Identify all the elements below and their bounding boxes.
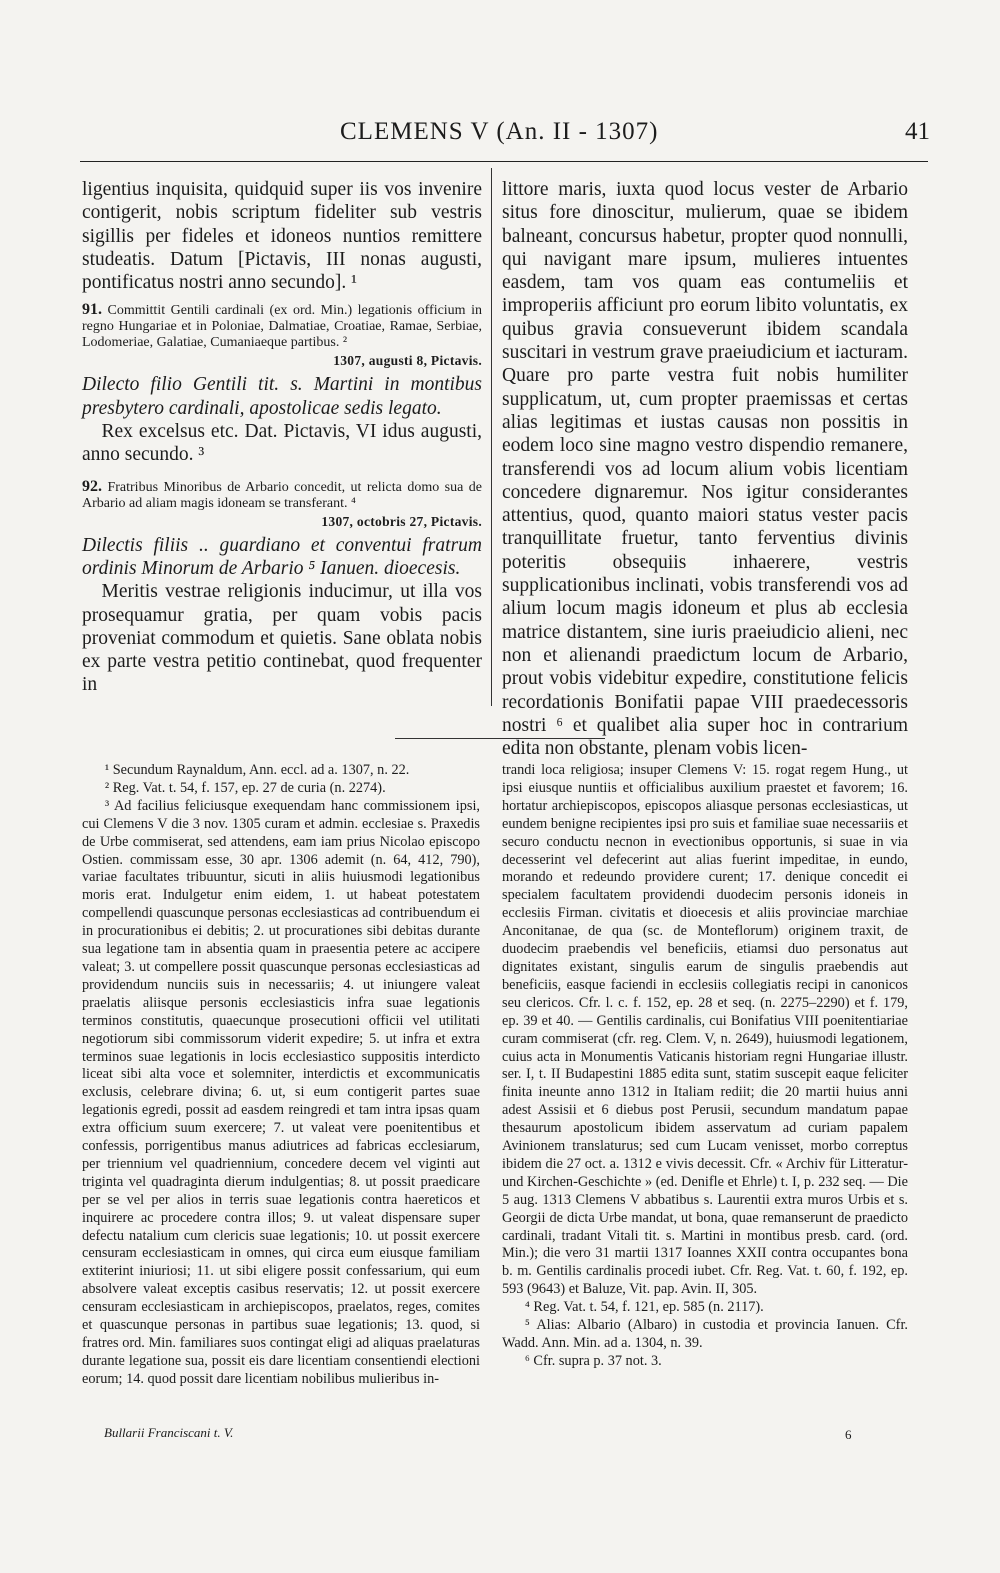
- footer-signature-title: Bullarii Franciscani t. V.: [104, 1425, 234, 1440]
- regest-92-summary: [82, 479, 482, 512]
- left-column: [82, 178, 482, 697]
- footnote-5: ⁵ Alias: Albario (Albaro) in custodia et provincia Ianuen. Cfr. Wadd. Ann. Min. ad a. 1304, n. 39.: [502, 1317, 908, 1351]
- regest-91-text: Rex excelsus etc. Dat. Pictavis, VI idus augusti, anno secundo. ³: [82, 421, 482, 466]
- regest-91-number: 91.: [82, 301, 102, 319]
- column-divider: [491, 168, 492, 706]
- right-column: [502, 178, 908, 760]
- footnote-4: ⁴ Reg. Vat. t. 54, f. 121, ep. 585 (n. 2117).: [524, 1299, 764, 1316]
- regest-91-summary-text: Committit Gentili cardinali (ex ord. Min.) legationis officium in regno Hungariae et in Poloniae, Dalmatiae, Croatiae, Ramae, Serbiae, Lodomeriae, Galatiae, Cumaniaeque partibus. ²: [82, 303, 482, 351]
- header-rule: [80, 161, 928, 162]
- regest-91-date: 1307, augusti 8, Pictavis.: [333, 353, 482, 369]
- regest-92-summary-text: Fratribus Minoribus de Arbario concedit, ut relicta domo sua de Arbario ad aliam magis idoneam se transferant. ⁴: [82, 479, 483, 511]
- paragraph-continuation: ligentius inquisita, quidquid super iis vos invenire contigerit, nobis scriptum fideliter sub vestris sigillis per fideles et idoneos nuntios remittere studeatis. Datum [Pictavis, III nonas augusti, pontificatus nostri anno secundo]. ¹: [82, 179, 482, 294]
- footnotes-left: [82, 762, 480, 1389]
- footnote-6: ⁶ Cfr. supra p. 37 not. 3.: [524, 1352, 662, 1369]
- footnotes-right: [502, 762, 908, 1371]
- footnote-2: ² Reg. Vat. t. 54, f. 157, ep. 27 de curia (n. 2274).: [104, 779, 386, 796]
- regest-91-summary: [82, 302, 482, 351]
- footnote-1: ¹ Secundum Raynaldum, Ann. eccl. ad a. 1307, n. 22.: [104, 762, 410, 778]
- regest-92-text-continued: littore maris, iuxta quod locus vester de Arbario situs fore dinoscitur, mulierum, quae se ibidem balneant, concursus habetur, propter quod nonnulli, qui navigant mare ipsum, mulieres intuentes easdem, tam vos quam eas contumeliis et improperiis afficiunt pro eorum libito voluntatis, ex quibus gravia consueverunt ibidem scandala suscitari in vestrum grave praeiudicium et iacturam. Quare pro parte vestra fuit nobis humiliter supplicatum, ut, cum propter praemissas et certas alias legitimas et iustas causas non possitis in eodem loco sine magno vestro dispendio remanere, transferendi vos ad locum alium vobis licentiam concedere dignaremur. Nos igitur considerantes attentius, quod, quanto maiori status vester pacis tranquillitate fruetur, tanto ferventius divinis poteritis obsequiis inhaerere, vestris supplicationibus inclinati, vobis transferendi vos ad alium locum magis idoneum et plus ab ecclesia matrice distantem, sine iuris praeiudicio alieni, nec non et alienandi praedictum locum de Arbario, prout vobis videbitur expedire, constitutione felicis recordationis Bonifatii papae VIII praedecessoris nostri ⁶ et qualibet alia super hoc in contrarium edita non obstante, plenam vobis licen-: [502, 179, 908, 760]
- regest-91-address: Dilecto filio Gentili tit. s. Martini in montibus presbytero cardinali, apostolicae sedis legato.: [82, 374, 482, 419]
- footnote-rule: [395, 738, 605, 739]
- footer-signature-number: 6: [845, 1427, 852, 1442]
- regest-92-number: 92.: [82, 477, 102, 495]
- regest-92-text: Meritis vestrae religionis inducimur, ut illa vos prosequamur gratia, per quam vobis pacis proveniat commodum et quietis. Sane oblata nobis ex parte vestra petitio continebat, quod frequenter in: [82, 581, 482, 696]
- footnote-3: ³ Ad facilius feliciusque exequendam hanc commissionem ipsi, cui Clemens V die 3 nov. 1305 curam et admin. ecclesiae s. Praxedis de Urbe commiserat, sed attendens, eam iam prius Nicolao episcopo Ostien. commissam esse, 30 apr. 1306 ademit (n. 64, 412, 790), variae facultates tribuuntur, sicuti in aliis huiusmodi legationibus moris erat. Indulgetur enim eidem, 1. ut habeat potestatem compellendi quascunque personas ecclesiasticas ad contribuendum ei in procurationibus ei debitis; 2. ut procurationes sibi debitas durante sua legatione tam in absentia quam in praesentia petere ac accipere valeat; 3. ut compellere possit quascunque personas ecclesiasticas ad providendum nunciis suis in necessariis; 4. ut iniungere valeat praelatis aliisque personis ecclesiasticis infra suae legationis terminos constitutis, quaecunque prosecutioni officii vel utilitati negotiorum sibi commissorum viderit expedire; 5. ut infra et extra terminos suae legationis in locis ecclesiastico suppositis interdicto liceat sibi alta voce et solemniter, interdictis et excommunicatis exclusis, celebrare divina; 6. ut, si eum contigerit partes suae legationis egredi, possit ad easdem reingredi et tam intra ipsas quam extra officium suum exercere; 7. ut valeat vere poenitentibus et confessis, porrigentibus manus adiutrices ad fabricas ecclesiarum, per triennium vel quadriennium, concedere decem vel viginti aut triginta vel quadraginta dierum indulgentias; 8. ut possit praedicare per se vel per alios in terris suae legationis contra haereticos et inquirere ac procedere contra illos; 9. ut valeat dispensare super defectu natalium cum clericis suae legationis; 10. ut possit exercere censuram ecclesiasticam in omnes, qui circa eum eiusque familiam extiterint iniuriosi; 11. ut sibi eligere possit confessarium, qui eum absolvere valeat exceptis casibus reservatis; 12. ut possit exercere censuram ecclesiasticam in archiepiscopos, praelatos, reges, comites et quascunque personas in partibus suae legationis; 13. quod, si fratres ord. Min. familiares suos contingat eligi ad aliquas praelaturas durante legatione sua, possit eis dare licentiam consentiendi electioni eorum; 14. quod possit dare licentiam nobilibus mulieribus in-: [82, 797, 480, 1387]
- running-header: [0, 118, 1000, 158]
- regest-92-date: 1307, octobris 27, Pictavis.: [321, 513, 482, 529]
- regest-92-address: Dilectis filiis .. guardiano et conventui fratrum ordinis Minorum de Arbario ⁵ Ianuen. dioecesis.: [82, 534, 482, 579]
- header-title: CLEMENS V (An. II - 1307): [340, 118, 659, 145]
- footnote-3-continued: trandi loca religiosa; insuper Clemens V: 15. rogat regem Hung., ut ipsi eiusque nuntiis et officialibus auxilium praestet et favorem; 16. hortatur archiepiscopos, episcopos aliasque personas ecclesiasticas, ut eundem benigne recipientes ipsi pro suis et familiae suae necessariis et securo conductu necnon in evectionibus opportunis, si suae in via decesserint vel defecerint aut alias fuerint impeditae, in eundo, morando et redeundo providere curent; 17. denique concedit ei specialem facultatem providendi duodecim personis idoneis in ecclesiis Firman. civitatis et dioecesis et aliis provinciae marchiae Anconitanae, de qua (sc. de Monteflorum) originem traxit, de duodecim praebendis vel beneficiis, etiamsi duo personatus aut dignitates existant, singulis earum de singulis praebendis aut beneficiis, easque faciendi in ecclesiis collegiatis recipi in canonicos seu clericos. Cfr. l. c. f. 152, ep. 28 et seq. (n. 2275–2290) et f. 179, ep. 39 et 40. — Gentilis cardinalis, cui Bonifatius VIII poenitentiariae curam commiserat (cfr. reg. Clem. V, n. 2649), huiusmodi legationem, cuius acta in Monumentis Vaticanis historiam regni Hungariae illustr. ser. I, t. II Budapestini 1885 edita sunt, statim suscepit eaque feliciter finita ineunte anno 1312 in Italiam rediit; die 20 martii huius anni adest Assisii et 6 diebus post Perusii, secundum mandatum papae thesaurum apostolicum ibidem asservatum ad curiam papalem Avinionem translaturus; sed cum Lucam venisset, morbo correptus ibidem die 27 oct. a. 1312 e vivis decessit. Cfr. « Archiv für Litteratur-und Kirchen-Geschichte » (ed. Denifle et Ehrle) t. I, p. 232 seq. — Die 5 aug. 1313 Clemens V abbatibus s. Laurentii extra muros Urbis et s. Georgii de dicta Urbe mandat, ut bona, quae remanserunt de praedicto cardinali, tradant Vitali tit. s. Martini in montibus presb. card. (ord. Min.); die vero 31 martii 1317 Ioannes XXII contra occupantes bona b. m. Gentilis cardinalis procedi iubet. Cfr. Reg. Vat. t. 60, f. 192, ep. 593 (9643) et Baluze, Vit. pap. Avin. II, 305.: [502, 762, 908, 1298]
- header-page-number: 41: [905, 118, 930, 145]
